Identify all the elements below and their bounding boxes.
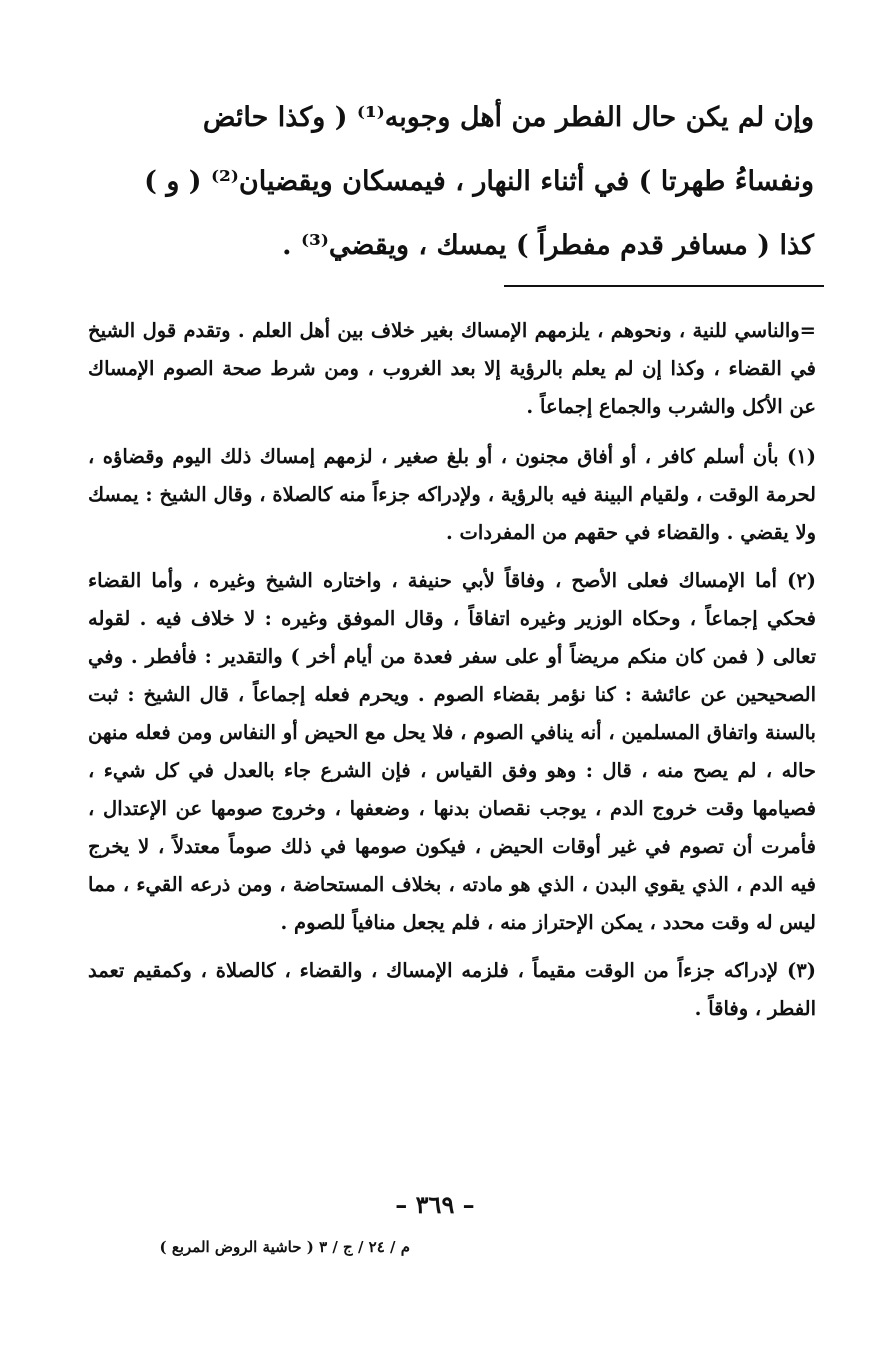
footnote-1: (١) بأن أسلم كافر ، أو أفاق مجنون ، أو بلغ صغير ، لزمهم إمساك ذلك اليوم وقضاؤه ، لحرمة الوقت ، ولقيام البينة فيه بالرؤية ، ولإدراكه جزءاً منه كالصلاة ، وقال الشيخ : يمسك ولا يقضي . والقضاء في حقهم من المفردات .: [88, 445, 816, 544]
footnote-divider: [504, 285, 824, 287]
footnote-3: (٣) لإدراكه جزءاً من الوقت مقيماً ، فلزمه الإمساك ، والقضاء ، كالصلاة ، وكمقيم تعمد الفطر ، وفاقاً .: [88, 959, 816, 1020]
main-text-line-1: وإن لم يكن حال الفطر من أهل وجوبه⁽¹⁾ ( وكذا حائض: [202, 102, 814, 133]
print-signature-mark: م / ٢٤ / ج / ٣ ( حاشية الروض المربع ): [159, 1238, 410, 1256]
footnote-2: (٢) أما الإمساك فعلى الأصح ، وفاقاً لأبي حنيفة ، واختاره الشيخ وغيره ، وأما القضاء فحكي إجماعاً ، وحكاه الوزير وغيره اتفاقاً ، وقال الموفق وغيره : لا خلاف فيه . لقوله تعالى ( فمن كان منكم مريضاً أو على سفر فعدة من أيام أخر ) والتقدير : فأفطر . وفي الصحيحين عن عائشة : كنا نؤمر بقضاء الصوم . ويحرم فعله إجماعاً ، قال الشيخ : ثبت بالسنة واتفاق المسلمين ، أنه ينافي الصوم ، فلا يحل مع الحيض أو النفاس ومن فعله منهن حاله ، لم يصح منه ، قال : وهو وفق القياس ، فإن الشرع جاء بالعدل في كل شيء ، فصيامها وقت خروج الدم ، يوجب نقصان بدنها ، وضعفها ، وخروج صومها عن الإعتدال ، فأمرت أن تصوم في غير أوقات الحيض ، فيكون صومها في ذلك صوماً معتدلاً ، لا يخرج فيه الدم ، الذي يقوي البدن ، الذي هو مادته ، بخلاف المستحاضة ، ومن ذرعه القيء ، مما ليس له وقت محدد ، يمكن الإحتراز منه ، فلم يجعل منافياً للصوم .: [88, 569, 816, 934]
main-text-line-3: كذا ( مسافر قدم مفطراً ) يمسك ، ويقضي⁽³⁾ .: [282, 230, 814, 261]
footnotes: [88, 312, 816, 1038]
page-number: – ٣٦٩ –: [395, 1190, 475, 1219]
main-text-line-2: ونفساءُ طهرتا ) في أثناء النهار ، فيمسكان ويقضيان⁽²⁾ ( و ): [144, 166, 814, 197]
main-text: [92, 86, 814, 278]
footnote-continuation: =والناسي للنية ، ونحوهم ، يلزمهم الإمساك بغير خلاف بين أهل العلم . وتقدم قول الشيخ في القضاء ، وكذا إن لم يعلم بالرؤية إلا بعد الغروب ، ومن شرط صحة الصوم الإمساك عن الأكل والشرب والجماع إجماعاً .: [88, 319, 816, 418]
